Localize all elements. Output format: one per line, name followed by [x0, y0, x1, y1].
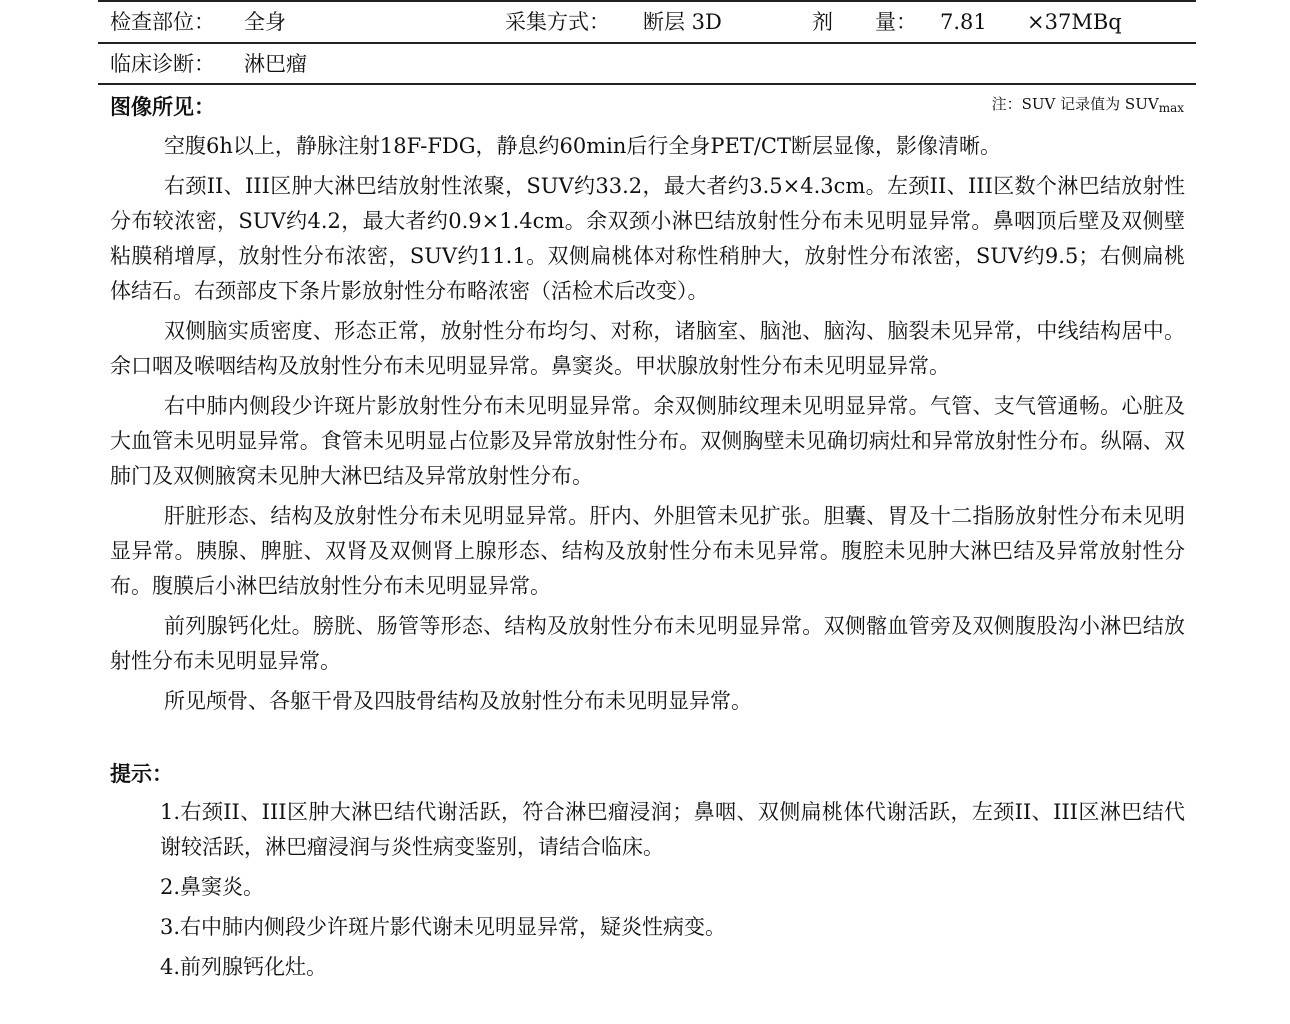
suv-note-text: 注：SUV 记录值为 SUV — [991, 95, 1159, 113]
findings-heading: 图像所见： — [110, 94, 215, 119]
acquisition-value: 断层 3D — [643, 10, 722, 34]
exam-site-label: 检查部位： — [110, 10, 215, 34]
diagnosis-value: 淋巴瘤 — [244, 52, 307, 76]
header-bottom-rule — [98, 83, 1196, 85]
exam-site-value: 全身 — [244, 10, 286, 34]
dose-label: 剂 量： — [812, 10, 917, 34]
impression-list — [160, 795, 1185, 990]
findings-paragraph: 肝脏形态、结构及放射性分布未见明显异常。肝内、外胆管未见扩张。胆囊、胃及十二指肠放射性分布未见明显异常。胰腺、脾脏、双肾及双侧肾上腺形态、结构及放射性分布未见异常。腹腔未见肿大淋巴结及异常放射性分布。腹膜后小淋巴结放射性分布未见明显异常。 — [110, 504, 1185, 598]
dose-unit: ×37MBq — [1027, 10, 1122, 34]
findings-paragraph: 空腹6h以上，静脉注射18F-FDG，静息约60min后行全身PET/CT断层显像，影像清晰。 — [164, 134, 1002, 158]
findings-paragraph: 右中肺内侧段少许斑片影放射性分布未见明显异常。余双侧肺纹理未见明显异常。气管、支气管通畅。心脏及大血管未见明显异常。食管未见明显占位影及异常放射性分布。双侧胸壁未见确切病灶和异常放射性分布。纵隔、双肺门及双侧腋窝未见肿大淋巴结及异常放射性分布。 — [110, 394, 1185, 488]
suv-note-subscript: max — [1158, 101, 1184, 115]
impression-item: 3.右中肺内侧段少许斑片影代谢未见明显异常，疑炎性病变。 — [160, 915, 727, 939]
impression-item: 1.右颈II、III区肿大淋巴结代谢活跃，符合淋巴瘤浸润；鼻咽、双侧扁桃体代谢活跃，左颈II、III区淋巴结代谢较活跃，淋巴瘤浸润与炎性病变鉴别，请结合临床。 — [160, 800, 1185, 859]
top-rule — [98, 0, 1196, 2]
findings-paragraph: 所见颅骨、各躯干骨及四肢骨结构及放射性分布未见明显异常。 — [164, 689, 752, 713]
findings-paragraph: 前列腺钙化灶。膀胱、肠管等形态、结构及放射性分布未见明显异常。双侧髂血管旁及双侧腹股沟小淋巴结放射性分布未见明显异常。 — [110, 614, 1185, 673]
row-divider — [98, 42, 1196, 44]
dose-value: 7.81 — [940, 10, 987, 34]
diagnosis-label: 临床诊断： — [110, 52, 215, 76]
suv-note — [992, 94, 1184, 118]
findings-paragraph: 双侧脑实质密度、形态正常，放射性分布均匀、对称，诸脑室、脑池、脑沟、脑裂未见异常，中线结构居中。余口咽及喉咽结构及放射性分布未见明显异常。鼻窦炎。甲状腺放射性分布未见明显异常。 — [110, 319, 1185, 378]
acquisition-label: 采集方式： — [505, 10, 610, 34]
impression-heading: 提示： — [110, 761, 173, 786]
impression-item: 2.鼻窦炎。 — [160, 875, 265, 899]
impression-item: 4.前列腺钙化灶。 — [160, 955, 328, 979]
findings-body — [110, 129, 1185, 724]
findings-paragraph: 右颈II、III区肿大淋巴结放射性浓聚，SUV约33.2，最大者约3.5×4.3cm。左颈II、III区数个淋巴结放射性分布较浓密，SUV约4.2，最大者约0.9×1.4cm。余双颈小淋巴结放射性分布未见明显异常。鼻咽顶后壁及双侧壁粘膜稍增厚，放射性分布浓密，SUV约11.1。双侧扁桃体对称性稍肿大，放射性分布浓密，SUV约9.5；右侧扁桃体结石。右颈部皮下条片影放射性分布略浓密（活检术后改变）。 — [110, 174, 1185, 303]
